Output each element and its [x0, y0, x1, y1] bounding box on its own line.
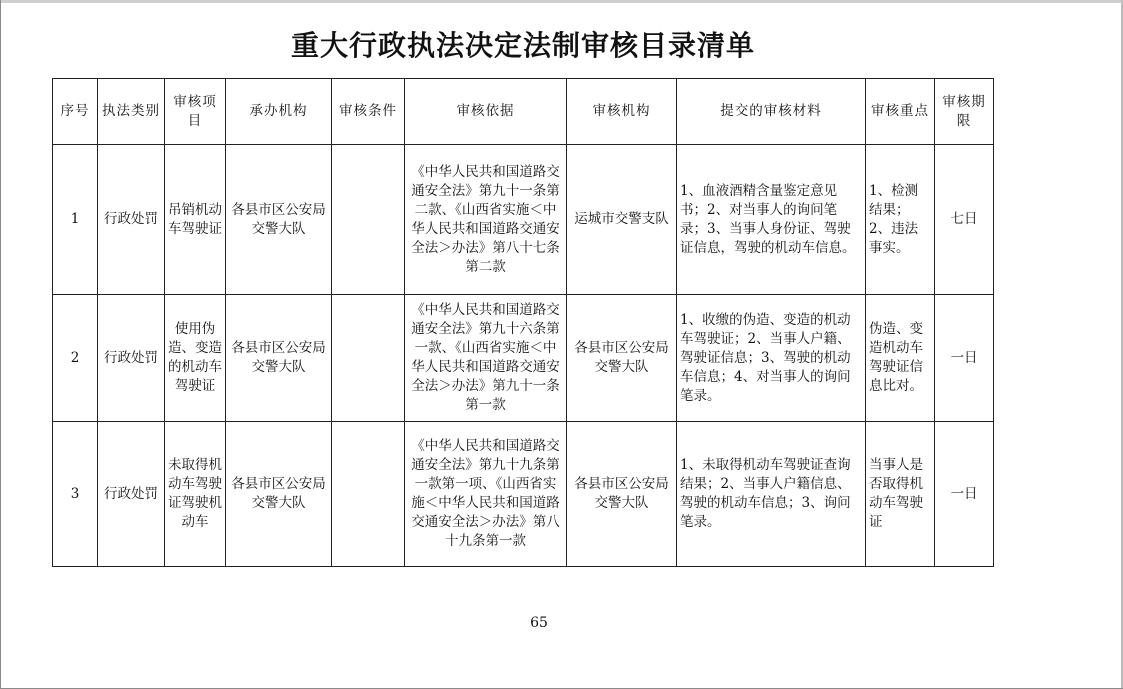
- header-reviewer: 审核机构: [567, 79, 677, 145]
- header-condition: 审核条件: [332, 79, 405, 145]
- row-deadline: 一日: [935, 295, 994, 422]
- row-basis: 《中华人民共和国道路交通安全法》第九十一条第二款、《山西省实施＜中华人民共和国道路交通安全法＞办法》第八十七条第二款: [405, 145, 567, 295]
- row-focus: 伪造、变造机动车驾驶证信息比对。: [866, 295, 935, 422]
- row-handler: 各县市区公安局交警大队: [226, 295, 332, 422]
- page-left-edge: [0, 0, 1, 689]
- row-materials: 1、未取得机动车驾驶证查询结果；2、当事人户籍信息、驾驶的机动车信息；3、询问笔录。: [677, 422, 866, 567]
- header-no: 序号: [53, 79, 98, 145]
- table-row: [53, 295, 994, 422]
- row-focus: 当事人是否取得机动车驾驶证: [866, 422, 935, 567]
- row-deadline: 一日: [935, 422, 994, 567]
- row-category: 行政处罚: [98, 422, 165, 567]
- table-header-row: [53, 79, 994, 145]
- header-basis: 审核依据: [405, 79, 567, 145]
- row-category: 行政处罚: [98, 145, 165, 295]
- row-item: 未取得机动车驾驶证驾驶机动车: [165, 422, 226, 567]
- row-condition: [332, 145, 405, 295]
- row-reviewer: 运城市交警支队: [567, 145, 677, 295]
- row-materials: 1、收缴的伪造、变造的机动车驾驶证；2、当事人户籍、驾驶证信息；3、驾驶的机动车信息；4、对当事人的询问笔录。: [677, 295, 866, 422]
- row-no: 3: [53, 422, 98, 567]
- table-row: [53, 422, 994, 567]
- row-item: 使用伪造、变造的机动车驾驶证: [165, 295, 226, 422]
- document-title: 重大行政执法决定法制审核目录清单: [290, 29, 755, 62]
- header-item: 审核项目: [165, 79, 226, 145]
- header-focus: 审核重点: [866, 79, 935, 145]
- row-item: 吊销机动车驾驶证: [165, 145, 226, 295]
- row-condition: [332, 295, 405, 422]
- row-category: 行政处罚: [98, 295, 165, 422]
- row-no: 1: [53, 145, 98, 295]
- header-deadline: 审核期限: [935, 79, 994, 145]
- row-handler: 各县市区公安局交警大队: [226, 422, 332, 567]
- row-reviewer: 各县市区公安局交警大队: [567, 295, 677, 422]
- row-basis: 《中华人民共和国道路交通安全法》第九十九条第一款第一项、《山西省实施＜中华人民共和国道路交通安全法＞办法》第八十九条第一款: [405, 422, 567, 567]
- header-handler: 承办机构: [226, 79, 332, 145]
- row-basis: 《中华人民共和国道路交通安全法》第九十六条第一款、《山西省实施＜中华人民共和国道路交通安全法＞办法》第九十一条第一款: [405, 295, 567, 422]
- header-category: 执法类别: [98, 79, 165, 145]
- row-focus: 1、检测结果；2、违法事实。: [866, 145, 935, 295]
- page-number: 65: [530, 615, 548, 631]
- row-handler: 各县市区公安局交警大队: [226, 145, 332, 295]
- row-reviewer: 各县市区公安局交警大队: [567, 422, 677, 567]
- review-catalog-table: [52, 78, 994, 567]
- table-row: [53, 145, 994, 295]
- header-materials: 提交的审核材料: [677, 79, 866, 145]
- row-no: 2: [53, 295, 98, 422]
- row-condition: [332, 422, 405, 567]
- page-top-edge: [0, 0, 1123, 3]
- row-deadline: 七日: [935, 145, 994, 295]
- row-materials: 1、血液酒精含量鉴定意见书；2、对当事人的询问笔录；3、当事人身份证、驾驶证信息，驾驶的机动车信息。: [677, 145, 866, 295]
